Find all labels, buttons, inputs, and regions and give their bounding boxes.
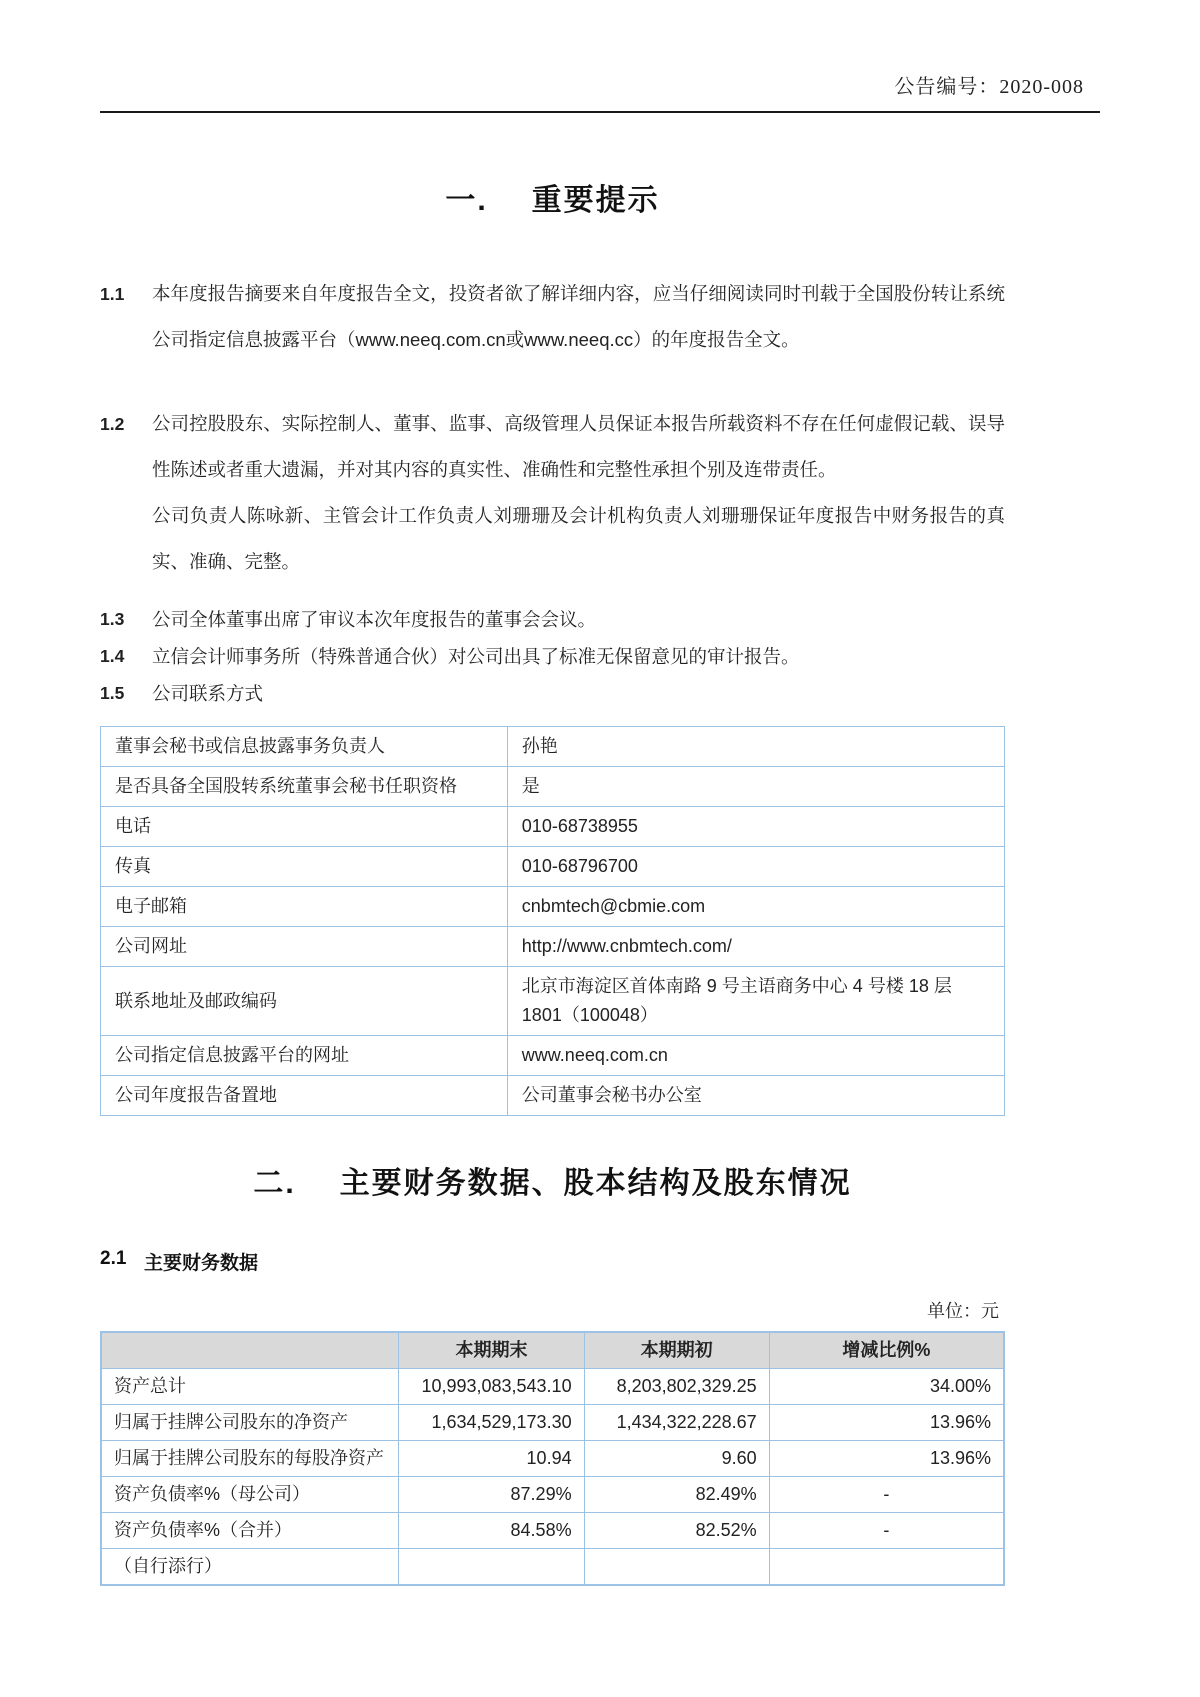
contact-table [100,726,1005,1116]
announcement-number: 公告编号：2020-008 [894,76,1084,98]
financial-value-change [769,1549,1004,1586]
table-row [101,1549,1004,1586]
section2-title-text: 主要财务数据、股本结构及股东情况 [339,1167,852,1200]
financial-value-end: 1,634,529,173.30 [399,1405,584,1441]
header-divider [100,111,1100,113]
financial-value-end [399,1549,584,1586]
para-1-2-text: 公司控股股东、实际控制人、董事、监事、高级管理人员保证本报告所载资料不存在任何虚假记载、误导性陈述或者重大遗漏，并对其内容的真实性、准确性和完整性承担个别及连带责任。 [152,413,1005,480]
para-1-4 [100,638,1005,675]
contact-label: 董事会秘书或信息披露事务负责人 [101,727,508,767]
financial-value-end: 87.29% [399,1477,584,1513]
financial-header-period-begin: 本期期初 [584,1332,769,1369]
para-1-5-number: 1.5 [100,683,125,703]
para-1-3 [100,601,1005,638]
contact-label: 联系地址及邮政编码 [101,967,508,1036]
financial-label: （自行添行） [101,1549,399,1586]
contact-value: 北京市海淀区首体南路 9 号主语商务中心 4 号楼 18 层 1801（100048） [507,967,1004,1036]
financial-value-change: 34.00% [769,1369,1004,1405]
para-1-3-number: 1.3 [100,609,125,629]
financial-value-change: 13.96% [769,1405,1004,1441]
financial-value-begin: 1,434,322,228.67 [584,1405,769,1441]
para-1-2-continued: 公司负责人陈咏新、主管会计工作负责人刘珊珊及会计机构负责人刘珊珊保证年度报告中财务报告的真实、准确、完整。 [152,505,1005,572]
doc-header [100,0,1100,113]
contact-label: 电子邮箱 [101,887,508,927]
financial-label: 资产负债率%（母公司） [101,1477,399,1513]
financial-value-change: - [769,1477,1004,1513]
contact-label: 电话 [101,807,508,847]
financial-label: 资产总计 [101,1369,399,1405]
contact-label: 公司年度报告备置地 [101,1076,508,1116]
subsection-2-1-number: 2.1 [100,1248,127,1269]
contact-value: http://www.cnbmtech.com/ [507,927,1004,967]
financial-value-change: 13.96% [769,1441,1004,1477]
section1-number: 一. [445,184,488,217]
contact-value: cnbmtech@cbmie.com [507,887,1004,927]
para-1-1 [100,271,1005,363]
financial-label: 归属于挂牌公司股东的每股净资产 [101,1441,399,1477]
contact-label: 传真 [101,847,508,887]
contact-value: 公司董事会秘书办公室 [507,1076,1004,1116]
table-row [101,1441,1004,1477]
para-1-1-text: 本年度报告摘要来自年度报告全文，投资者欲了解详细内容，应当仔细阅读同时刊载于全国股份转让系统公司指定信息披露平台（www.neeq.com.cn或www.neeq.cc）的年度报告全文。 [152,283,1005,350]
section1-title-text: 重要提示 [531,184,660,217]
financial-value-end: 10,993,083,543.10 [399,1369,584,1405]
para-1-5 [100,675,1005,712]
doc-content [100,175,1005,1586]
table-row [101,887,1005,927]
financial-value-end: 84.58% [399,1513,584,1549]
para-1-4-number: 1.4 [100,646,125,666]
financial-header-change: 增减比例% [769,1332,1004,1369]
financial-header-period-end: 本期期末 [399,1332,584,1369]
contact-label: 是否具备全国股转系统董事会秘书任职资格 [101,767,508,807]
para-1-2 [100,401,1005,493]
table-row [101,847,1005,887]
table-row [101,1513,1004,1549]
para-1-2-number: 1.2 [100,414,125,434]
section2-number: 二. [253,1167,296,1200]
table-row [101,927,1005,967]
financial-label: 归属于挂牌公司股东的净资产 [101,1405,399,1441]
section1-title [100,175,1005,219]
table-row [101,727,1005,767]
contact-value: 孙艳 [507,727,1004,767]
subsection-2-1-title: 主要财务数据 [144,1253,259,1274]
contact-value: 010-68738955 [507,807,1004,847]
financial-value-end: 10.94 [399,1441,584,1477]
table-row [101,1405,1004,1441]
table-row [101,1076,1005,1116]
table-row [101,807,1005,847]
financial-value-begin: 8,203,802,329.25 [584,1369,769,1405]
para-1-3-text: 公司全体董事出席了审议本次年度报告的董事会会议。 [152,609,597,630]
contact-value: www.neeq.com.cn [507,1036,1004,1076]
financial-table [100,1331,1005,1586]
section2-title [100,1158,1005,1202]
para-1-1-number: 1.1 [100,284,125,304]
table-row [101,1036,1005,1076]
para-1-5-text: 公司联系方式 [152,683,264,704]
financial-value-begin: 82.52% [584,1513,769,1549]
financial-value-change: - [769,1513,1004,1549]
table-row [101,967,1005,1036]
contact-value: 是 [507,767,1004,807]
table-row [101,1369,1004,1405]
financial-header-blank [101,1332,399,1369]
table-row [101,767,1005,807]
financial-value-begin: 9.60 [584,1441,769,1477]
contact-label: 公司指定信息披露平台的网址 [101,1036,508,1076]
subsection-2-1-heading [100,1248,1005,1275]
section1-body [100,271,1005,1116]
unit-label: 单位：元 [927,1301,999,1321]
para-1-4-text: 立信会计师事务所（特殊普通合伙）对公司出具了标准无保留意见的审计报告。 [152,646,800,667]
table-row [101,1477,1004,1513]
financial-value-begin [584,1549,769,1586]
financial-label: 资产负债率%（合并） [101,1513,399,1549]
contact-label: 公司网址 [101,927,508,967]
contact-value: 010-68796700 [507,847,1004,887]
financial-header-row [101,1332,1004,1369]
financial-value-begin: 82.49% [584,1477,769,1513]
